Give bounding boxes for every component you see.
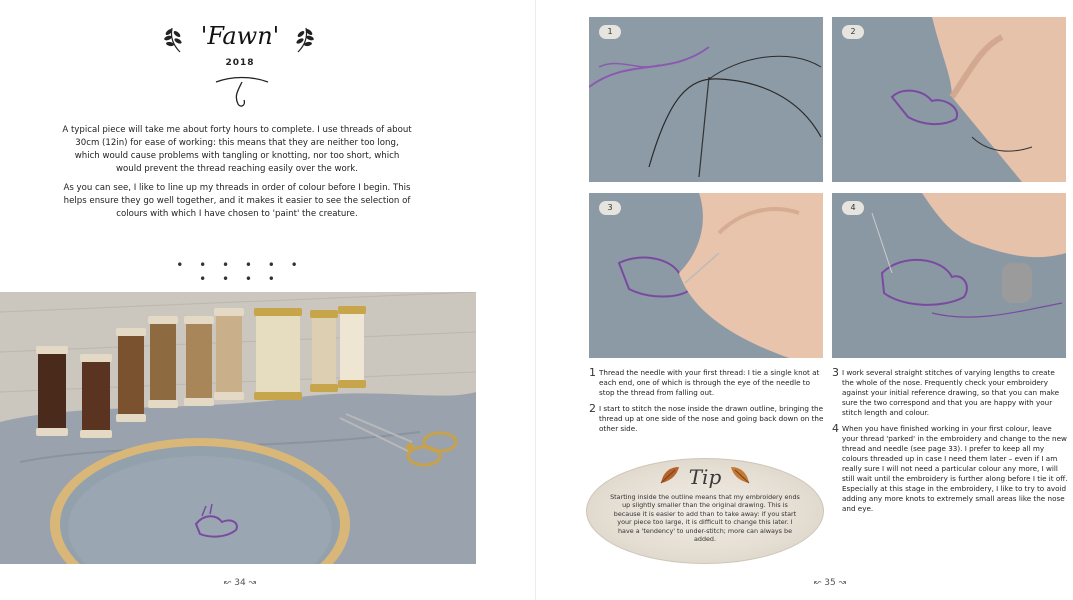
step-photo-label: 2 — [842, 25, 864, 39]
tip-title: Tip — [688, 465, 722, 489]
step-photo-label: 3 — [599, 201, 621, 215]
step-description: I start to stitch the nose inside the drawn outline, bringing the thread up at one side of the nose and going back down on the other side. — [599, 404, 824, 433]
step-3 — [832, 368, 1068, 418]
page-number-right-value: 35 — [824, 578, 836, 588]
step-photo-label: 1 — [599, 25, 621, 39]
step-number: 1 — [589, 366, 596, 379]
step-description: When you have finished working in your first colour, leave your thread 'parked' in the embroidery and change to the new thread and needle (see page 33). I prefer to keep all my colours threaded up in case I need them later – even if I am really sure I will not need a particular colour any more, I will still wait until the embroidery is further along before I tie it off. Especially at this stage in the embroidery, I like to try to avoid adding any more knots to extremely small areas like the nose and eye. — [842, 424, 1068, 513]
threads-photo — [0, 292, 476, 564]
page-title: 'Fawn' — [200, 22, 280, 50]
step-photo-4 — [832, 193, 1066, 358]
section-divider: • • • • • • • • • • — [176, 258, 304, 286]
folio-ornament-icon: ↝ — [245, 578, 257, 588]
threads-and-hoop-illustration — [0, 292, 476, 564]
intro-paragraph-1: A typical piece will take me about forty hours to complete. I use threads of about 30cm (12in) for ease of working: this means that they are neither too long, which would cause problems with tangling or knotting, nor too short, which would prevent the thread reaching easily over the work. — [62, 125, 412, 174]
step-number: 4 — [832, 422, 839, 435]
step-photo-3 — [589, 193, 823, 358]
year-label: 2018 — [225, 58, 255, 68]
step-photo-1 — [589, 17, 823, 182]
tip-box — [586, 458, 824, 564]
intro-text — [62, 124, 412, 227]
oak-leaf-icon — [729, 465, 751, 485]
laurel-left-icon — [160, 24, 186, 54]
step-photo-label: 4 — [842, 201, 864, 215]
step-description: Thread the needle with your first thread: I tie a single knot at each end, one of which is through the eye of the needle to stop the thread from falling out. — [599, 368, 820, 397]
step-number: 2 — [589, 402, 596, 415]
page-number-right — [790, 578, 870, 588]
step-photo-2 — [832, 17, 1066, 182]
flourish-icon — [212, 72, 272, 110]
page-number-left — [200, 578, 280, 588]
folio-ornament-icon: ↜ — [223, 578, 235, 588]
step-1-illustration — [589, 17, 823, 182]
step-3-illustration — [589, 193, 823, 358]
steps-column-right — [832, 368, 1068, 520]
folio-ornament-icon: ↝ — [835, 578, 847, 588]
step-description: I work several straight stitches of varying lengths to create the whole of the nose. Frequently check your embroidery against your initial reference drawing, so that you can make sure the two correspond and that you are happy with your stitch length and colour. — [842, 368, 1060, 417]
left-page — [0, 0, 536, 600]
folio-ornament-icon: ↜ — [813, 578, 825, 588]
step-1 — [589, 368, 825, 398]
laurel-right-icon — [292, 24, 318, 54]
step-number: 3 — [832, 366, 839, 379]
step-4 — [832, 424, 1068, 514]
step-2 — [589, 404, 825, 434]
intro-paragraph-2: As you can see, I like to line up my threads in order of colour before I begin. This helps ensure they go well together, and it makes it easier to see the selection of colours with which I have chosen to 'paint' the creature. — [63, 183, 411, 219]
steps-column-left — [589, 368, 825, 440]
step-2-illustration — [832, 17, 1066, 182]
title-block — [150, 14, 330, 104]
tip-text: Starting inside the outline means that my embroidery ends up slightly smaller than the original drawing. This is because it is easier to add than to take away: if you start your piece too large, it is difficult to change this later. I have a 'tendency' to under-stitch; more can always be added. — [610, 493, 800, 544]
page-number-left-value: 34 — [234, 578, 246, 588]
step-4-illustration — [832, 193, 1066, 358]
